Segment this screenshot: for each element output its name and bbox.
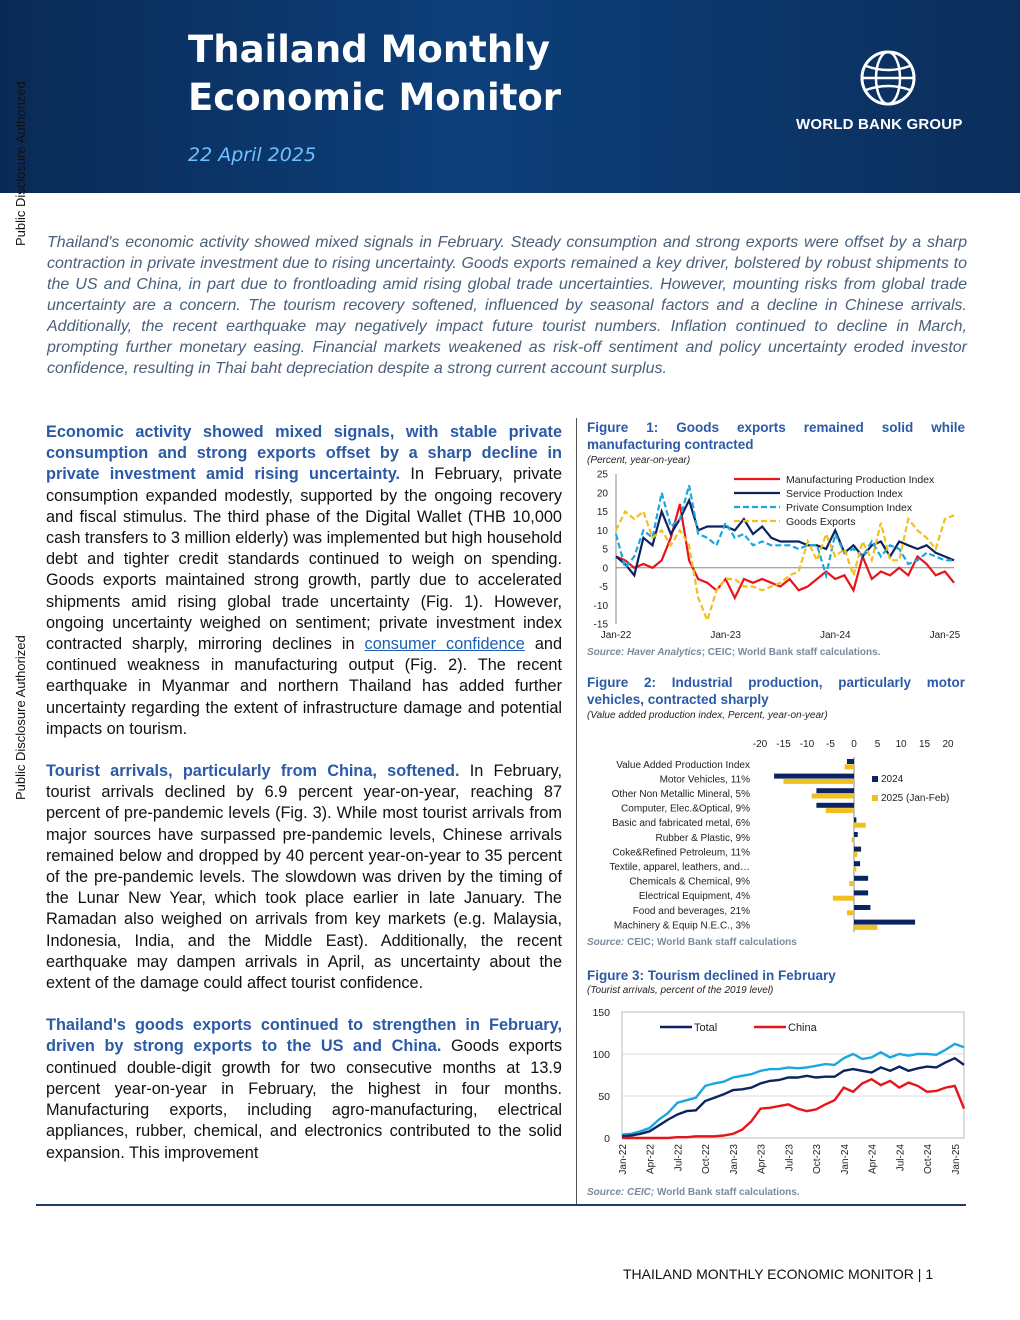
bar	[854, 817, 856, 822]
x-tick-label: 15	[918, 739, 931, 750]
y-tick-label: 20	[596, 488, 608, 500]
x-tick-label: Jul-23	[784, 1144, 796, 1172]
y-tick-label: 25	[596, 469, 608, 481]
paragraph-exports	[46, 1015, 562, 1163]
legend-swatch	[872, 776, 878, 782]
x-tick-label: Jan-22	[600, 630, 632, 641]
paragraph-text: In February, tourist arrivals declined by 6.9 percent year-on-year, reaching 87 percent of pre-pandemic levels (Fig. 3). While most tourist arrivals from major sources have surpassed pre-pandemic levels, Chinese arrivals remained below and dropped by 40 percent year-on-year to 35 percent of the pre-pandemic levels. The slowdown was driven by the timing of the Lunar New Year, which took place earlier in late January. The Ramadan also weighed on arrivals from key markets (e.g. Malaysia, Indonesia, India, and the Middle East). Additionally, the recent earthquake may dampen arrivals in April, as uncertainty about the extent of the damage could affect tourist confidence.	[46, 762, 562, 993]
bar	[816, 788, 854, 793]
x-tick-label: Oct-22	[701, 1144, 713, 1175]
bar	[854, 847, 861, 852]
bar	[847, 759, 854, 764]
page-footer: THAILAND MONTHLY ECONOMIC MONITOR | 1	[623, 1266, 934, 1282]
world-bank-globe-icon	[858, 48, 918, 108]
bar	[849, 881, 854, 886]
fig1-subtitle: (Percent, year-on-year)	[587, 455, 691, 466]
bar	[784, 779, 855, 784]
fig2-source: Source: CEIC; World Bank staff calculations	[587, 937, 797, 948]
fig3-title: Figure 3: Tourism declined in February	[587, 968, 836, 983]
legend-label: Manufacturing Production Index	[786, 474, 935, 486]
x-tick-label: Jan-24	[839, 1144, 851, 1175]
series-line	[622, 1058, 964, 1136]
bar	[774, 774, 854, 779]
x-tick-label: 0	[851, 739, 857, 750]
legend-label: China	[788, 1022, 817, 1034]
report-date: 22 April 2025	[188, 144, 317, 166]
x-tick-label: Apr-23	[756, 1144, 768, 1175]
column-divider	[576, 418, 577, 1206]
fig3-subtitle: (Tourist arrivals, percent of the 2019 level)	[587, 985, 774, 996]
y-tick-label: 50	[598, 1091, 610, 1103]
bar	[854, 852, 857, 857]
bar	[854, 823, 866, 828]
legend-label: Private Consumption Index	[786, 502, 913, 514]
side-label-top: Public Disclosure Authorized	[13, 81, 28, 246]
x-tick-label: -20	[752, 739, 768, 750]
legend-label: Total	[694, 1022, 718, 1034]
bottom-rule	[36, 1204, 966, 1206]
y-tick-label: 10	[596, 525, 608, 537]
y-tick-label: -5	[599, 582, 608, 593]
bar	[826, 808, 854, 813]
category-label: Machinery & Equip N.E.C., 3%	[613, 920, 750, 932]
x-tick-label: Jan-23	[710, 630, 741, 641]
fig3-chart	[582, 1000, 972, 1184]
y-tick-label: 0	[604, 1133, 610, 1145]
fig1-source: Source: Haver Analytics; CEIC; World Bank staff calculations.	[587, 647, 881, 658]
x-tick-label: Jul-24	[895, 1144, 907, 1172]
x-tick-label: -5	[826, 739, 835, 750]
x-tick-label: Jul-22	[673, 1144, 685, 1172]
bar	[854, 925, 878, 930]
legend-label: Goods Exports	[786, 516, 856, 528]
x-tick-label: Apr-24	[867, 1144, 879, 1175]
report-title: Thailand Monthly Economic Monitor	[188, 28, 562, 119]
y-tick-label: 5	[602, 544, 608, 556]
bar	[854, 861, 860, 866]
x-tick-label: Jan-25	[929, 630, 961, 641]
series-line	[616, 512, 954, 621]
category-label: Motor Vehicles, 11%	[659, 774, 750, 786]
category-label: Computer, Elec.&Optical, 9%	[621, 803, 750, 815]
bar	[845, 764, 854, 769]
category-label: Textile, apparel, leathers, and…	[609, 862, 750, 873]
y-tick-label: -15	[593, 619, 608, 631]
bar	[854, 905, 870, 910]
x-tick-label: 5	[874, 739, 881, 750]
bar	[852, 837, 854, 842]
legend-swatch	[872, 795, 878, 801]
org-name: WORLD BANK GROUP	[796, 116, 963, 133]
x-tick-label: Jan-24	[819, 630, 851, 641]
fig2-chart	[582, 734, 972, 934]
summary-text: Thailand's economic activity showed mixed signals in February. Steady consumption and strong exports were offset by a sharp contraction in private investment due to rising uncertainty. Goods exports remained a key driver, bolstered by robust shipments to the US and China, in part due to frontloading amid rising global trade uncertainties. However, mounting risks from global trade uncertainty are a concern. The tourism recovery softened, influenced by seasonal factors and a decline in Chinese arrivals. Additionally, the recent earthquake may negatively impact future tourist numbers. Inflation continued to decline in March, prompting further monetary easing. Financial markets weakened as risk-off sentiment and policy uncertainty eroded investor confidence, resulting in Thai baht depreciation despite a strong current account surplus.	[47, 234, 967, 377]
legend-label: 2024	[881, 774, 904, 785]
fig2-subtitle: (Value added production index, Percent, year-on-year)	[587, 710, 828, 721]
bar	[854, 890, 868, 895]
x-tick-label: Jan-22	[618, 1144, 629, 1175]
y-tick-label: 0	[602, 563, 608, 575]
category-label: Other Non Metallic Mineral, 5%	[611, 789, 750, 800]
bar	[816, 803, 854, 808]
x-tick-label: 20	[942, 739, 954, 750]
category-label: Chemicals & Chemical, 9%	[629, 876, 750, 888]
bar	[847, 910, 854, 915]
side-label-middle: Public Disclosure Authorized	[13, 635, 28, 800]
series-line	[622, 1044, 964, 1135]
category-label: Value Added Production Index	[616, 759, 750, 771]
x-tick-label: Jan-25	[950, 1144, 962, 1175]
x-tick-label: Apr-22	[645, 1144, 657, 1175]
series-line	[616, 485, 954, 575]
fig1-chart	[582, 466, 972, 644]
bar	[833, 896, 854, 901]
bar	[854, 920, 915, 925]
paragraph-economic-activity	[46, 422, 562, 740]
category-label: Rubber & Plastic, 9%	[655, 832, 750, 844]
consumer-confidence-link[interactable]: consumer confidence	[364, 635, 525, 654]
x-tick-label: -15	[776, 739, 791, 750]
bar	[812, 794, 854, 799]
paragraph-text: and continued weakness in manufacturing output (Fig. 2). The recent earthquake in Myanmar and northern Thailand has added further uncertainty regarding the extent of infrastructure damage and potential impacts on tourism.	[46, 635, 562, 738]
bar	[854, 832, 858, 837]
category-label: Basic and fabricated metal, 6%	[612, 818, 750, 830]
body-column	[46, 422, 562, 1185]
fig3-source: Source: CEIC; World Bank staff calculations.	[587, 1187, 800, 1198]
fig1-title: Figure 1: Goods exports remained solid while manufacturing contracted	[587, 420, 965, 452]
category-label: Food and beverages, 21%	[632, 905, 750, 917]
x-tick-label: Jan-23	[728, 1144, 740, 1175]
y-tick-label: 150	[592, 1007, 610, 1019]
x-tick-label: -10	[799, 739, 815, 750]
bar	[854, 876, 868, 881]
y-tick-label: 15	[596, 507, 608, 518]
x-tick-label: 10	[895, 739, 907, 750]
paragraph-text: In February, private consumption expanded modestly, supported by the ongoing recovery and fiscal stimulus. The third phase of the Digital Wallet (THB 10,000 cash transfers to 3 million elderly) was implemented but high household debt and tighter credit standards continued to weigh on spending. Goods exports maintained strong growth, partly due to accelerated shipments amid rising global trade uncertainty (Fig. 1). However, ongoing uncertainty weighed on sentiment; private investment index contracted sharply, mirroring declines in	[46, 465, 563, 654]
paragraph-lead: Tourist arrivals, particularly from China, softened.	[46, 762, 460, 781]
category-label: Coke&Refined Petroleum, 11%	[612, 847, 750, 859]
series-line	[616, 504, 954, 598]
paragraph-text: Goods exports continued double-digit growth for two consecutive months at 13.9 percent year-on-year in February, the highest in four months. Manufacturing exports, including agro-manufacturing, electrical appliances, rubber, chemical, and electronics contributed to the solid expansion. This improvement	[46, 1037, 562, 1162]
y-tick-label: -10	[593, 600, 608, 612]
paragraph-lead: Thailand's goods exports continued to strengthen in February, driven by strong exports to the US and China.	[46, 1016, 562, 1056]
x-tick-label: Oct-24	[923, 1144, 935, 1175]
paragraph-tourism	[46, 761, 562, 994]
legend-label: 2025 (Jan-Feb)	[881, 793, 950, 804]
category-label: Electrical Equipment, 4%	[638, 891, 750, 903]
x-tick-label: Oct-23	[812, 1144, 824, 1175]
fig2-title: Figure 2: Industrial production, particularly motor vehicles, contracted sharply	[587, 675, 965, 707]
header-banner	[0, 0, 1020, 193]
paragraph-lead: Economic activity showed mixed signals, with stable private consumption and strong exports offset by a sharp decline in private investment amid rising uncertainty.	[46, 423, 562, 484]
y-tick-label: 100	[592, 1049, 610, 1061]
legend-label: Service Production Index	[786, 488, 903, 500]
bar	[854, 867, 856, 872]
